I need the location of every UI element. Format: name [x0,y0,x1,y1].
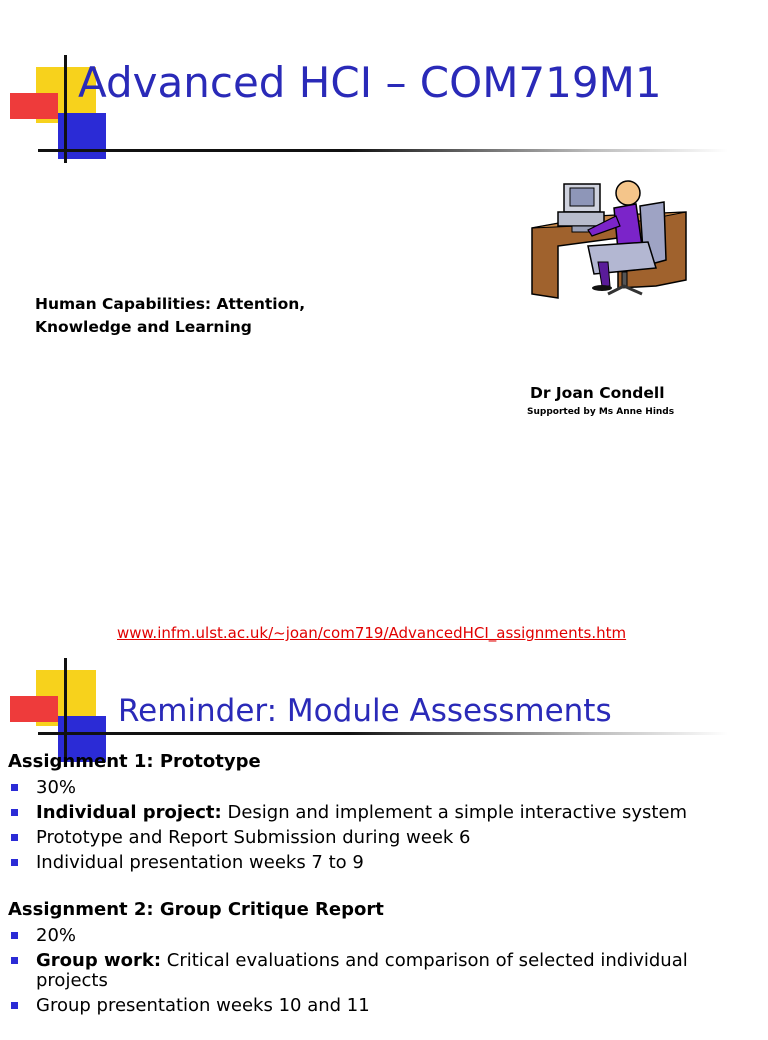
list-item: 30% [8,775,760,800]
supported-by: Supported by Ms Anne Hinds [527,407,675,417]
assignment-heading: Assignment 2: Group Critique Report [8,899,384,920]
list-item: Group presentation weeks 10 and 11 [8,993,760,1018]
title-underline [38,149,728,152]
assignment-list [8,923,760,1018]
title-underline [38,732,728,735]
list-item: Group work: Critical evaluations and comparison of selected individual projects [8,948,760,993]
person-at-computer-icon [528,176,692,300]
assignment-heading: Assignment 1: Prototype [8,751,261,772]
bullet-icon [11,784,18,791]
assignment-list [8,775,760,875]
bullet-icon [11,834,18,841]
slide-title: Advanced HCI – COM719M1 [78,58,662,107]
list-item: Individual project: Design and implement a simple interactive system [8,800,760,825]
slide-subtitle: Human Capabilities: Attention, Knowledge and Learning [35,295,306,336]
list-item: Individual presentation weeks 7 to 9 [8,850,760,875]
author-name: Dr Joan Condell [530,384,665,402]
list-item: 20% [8,923,760,948]
assignments-link[interactable]: www.infm.ulst.ac.uk/~joan/com719/AdvancedHCI_assignments.htm [117,624,627,642]
bullet-icon [11,809,18,816]
bullet-icon [11,1002,18,1009]
list-item: Prototype and Report Submission during week 6 [8,825,760,850]
assessment-content [8,749,760,1040]
bullet-icon [11,957,18,964]
slide-title: Reminder: Module Assessments [118,693,612,729]
bullet-icon [11,932,18,939]
bullet-icon [11,859,18,866]
